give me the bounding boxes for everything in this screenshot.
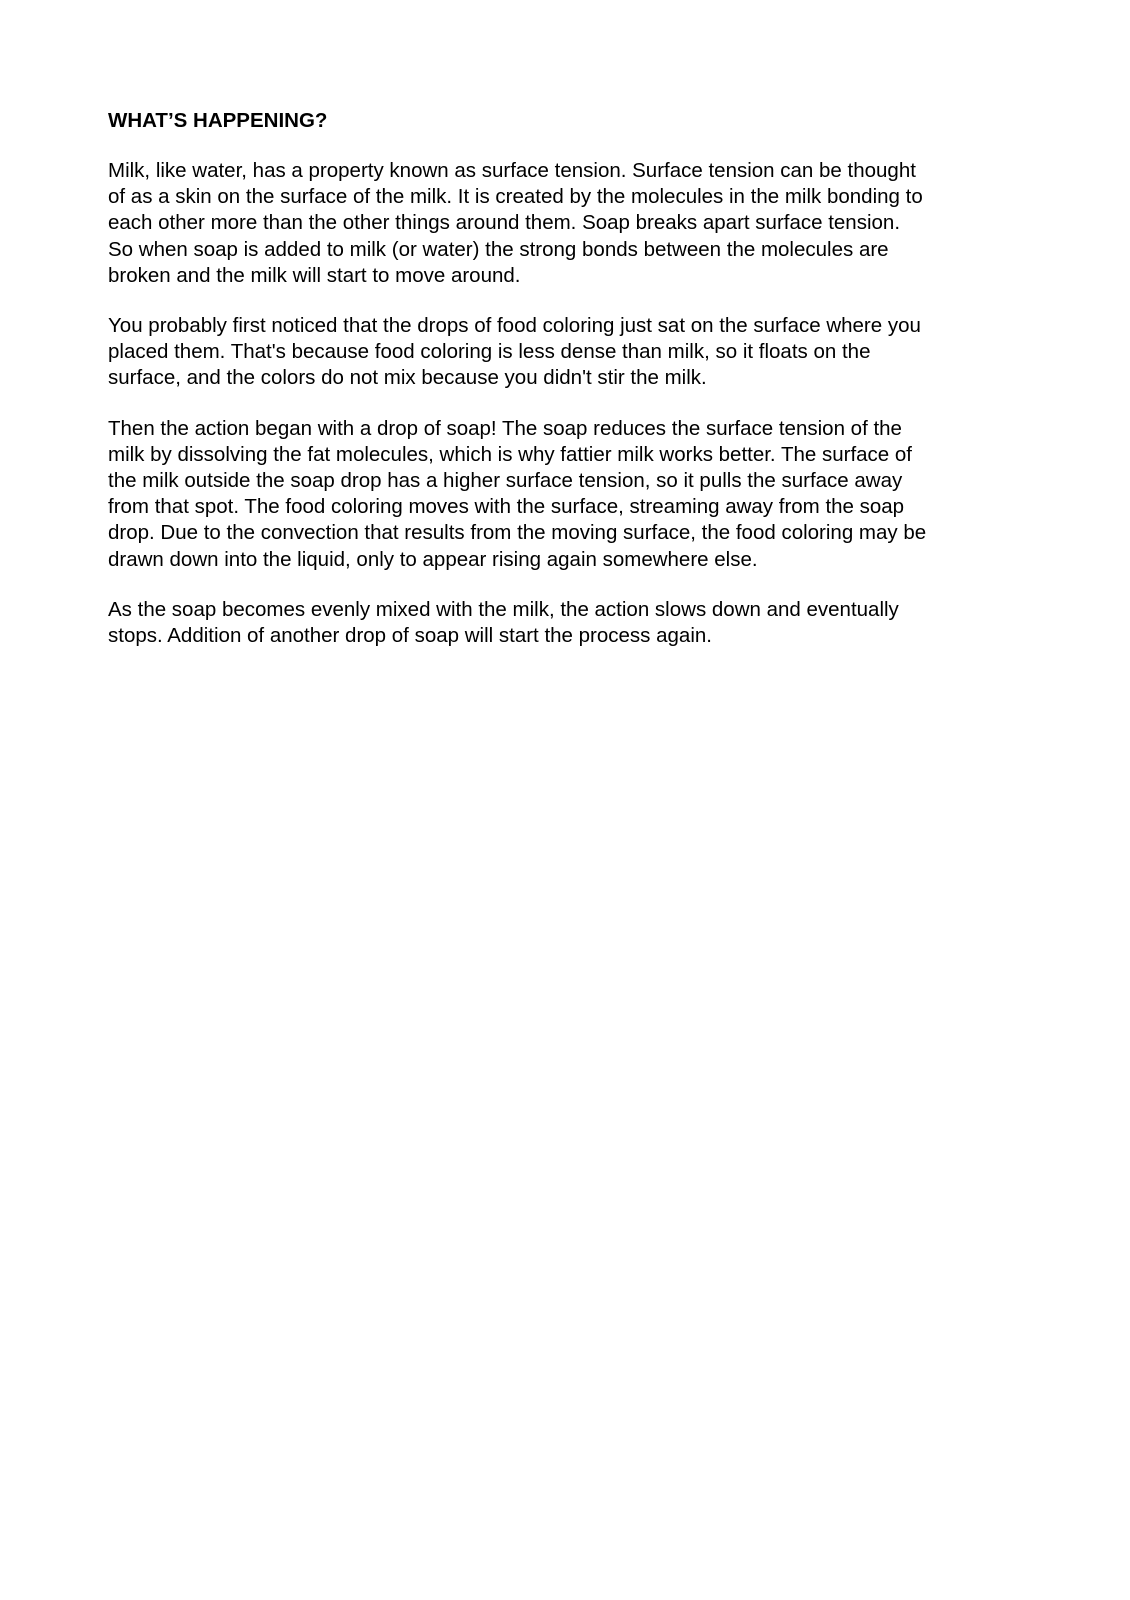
paragraph-line: As the soap becomes evenly mixed with the milk, the action slows down and eventually bbox=[108, 597, 899, 621]
paragraph-line: milk by dissolving the fat molecules, which is why fattier milk works better. The surface of bbox=[108, 442, 912, 466]
paragraph-line: drop. Due to the convection that results from the moving surface, the food coloring may be bbox=[108, 521, 927, 545]
paragraph-line: placed them. That's because food coloring is less dense than milk, so it floats on the bbox=[108, 340, 871, 364]
paragraph-line: Milk, like water, has a property known as surface tension. Surface tension can be thought bbox=[108, 159, 916, 182]
paragraph-line: of as a skin on the surface of the milk. It is created by the molecules in the milk bonding to bbox=[108, 185, 923, 209]
paragraph-surface-tension bbox=[108, 158, 1028, 289]
paragraph-line: each other more than the other things around them. Soap breaks apart surface tension. bbox=[108, 211, 901, 235]
paragraph-line: drawn down into the liquid, only to appear rising again somewhere else. bbox=[108, 547, 758, 571]
paragraph-food-coloring bbox=[108, 313, 1028, 392]
document-body bbox=[108, 108, 1028, 673]
paragraph-line: stops. Addition of another drop of soap will start the process again. bbox=[108, 624, 712, 648]
paragraph-line: from that spot. The food coloring moves with the surface, streaming away from the soap bbox=[108, 495, 905, 519]
paragraph-line: the milk outside the soap drop has a higher surface tension, so it pulls the surface away bbox=[108, 469, 903, 493]
paragraph-line: Then the action began with a drop of soap! The soap reduces the surface tension of the bbox=[108, 416, 902, 440]
paragraph-line: You probably first noticed that the drops of food coloring just sat on the surface where you bbox=[108, 314, 921, 338]
paragraph-conclusion bbox=[108, 597, 1028, 649]
paragraph-line: So when soap is added to milk (or water) the strong bonds between the molecules are bbox=[108, 237, 889, 261]
section-heading: WHAT’S HAPPENING? bbox=[108, 109, 328, 132]
paragraph-line: surface, and the colors do not mix because you didn't stir the milk. bbox=[108, 366, 707, 390]
paragraph-soap-action bbox=[108, 416, 1028, 573]
paragraph-line: broken and the milk will start to move around. bbox=[108, 263, 521, 287]
